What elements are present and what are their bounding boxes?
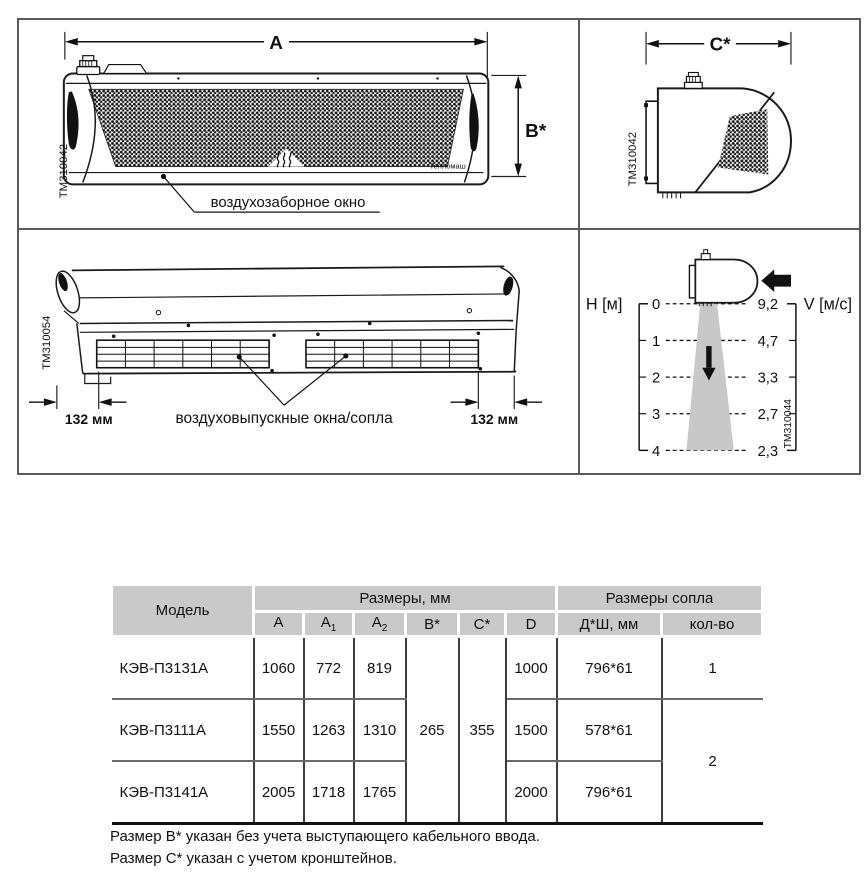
a2-cell: 1310 (354, 699, 406, 761)
brand-logo: Тепломаш (429, 161, 466, 171)
technical-drawings-grid (17, 18, 861, 475)
group-header-dimensions: Размеры, мм (254, 585, 557, 612)
nozzle-cell: 578*61 (557, 699, 662, 761)
col-header-qty: кол-во (662, 612, 763, 637)
drawing-code: TM310054 (40, 315, 53, 370)
a1-cell: 1263 (304, 699, 354, 761)
qty-cell: 1 (662, 637, 763, 700)
side-view-drawing (580, 20, 859, 228)
col-header-nozzle-size: Д*Ш, мм (557, 612, 662, 637)
front-view-drawing (19, 20, 578, 228)
intake-grille (89, 89, 464, 166)
outlet-grille-right (306, 340, 478, 368)
h-tick-0: 0 (651, 297, 661, 314)
offset-right-label: 132 мм (470, 410, 519, 427)
v-value-4: 2,3 (757, 443, 779, 460)
bottom-view-panel (19, 230, 580, 473)
dim-a-label: A (269, 32, 283, 54)
v-value-3: 2,7 (757, 407, 779, 424)
v-value-1: 4,7 (757, 333, 779, 350)
side-view-panel (580, 20, 859, 230)
footnote-c: Размер C* указан с учетом кронштейнов. (110, 849, 397, 867)
nozzle-cell: 796*61 (557, 761, 662, 824)
a-cell: 1060 (254, 637, 304, 700)
col-header-a1: $A_1$ (304, 612, 354, 637)
h-tick-2: 2 (651, 370, 661, 387)
a2-cell: 819 (354, 637, 406, 700)
left-end-cap (52, 268, 85, 315)
d-cell: 1500 (506, 699, 557, 761)
outlet-grille-left (97, 340, 269, 368)
col-header-a: A (254, 612, 304, 637)
col-header-b: B* (406, 612, 459, 637)
intake-window-callout: воздухозаборное окно (210, 195, 366, 212)
a2-cell: 1765 (354, 761, 406, 824)
bottom-view-drawing (19, 230, 578, 473)
model-cell: КЭВ-П3141А (112, 761, 254, 824)
col-header-c: C* (459, 612, 506, 637)
col-header-a2: $A_2$ (354, 612, 406, 637)
table-row (112, 637, 763, 700)
mounting-bracket (646, 101, 658, 183)
col-header-model: Модель (112, 585, 254, 637)
drawing-code: TM310042 (57, 143, 70, 199)
front-view-panel (19, 20, 580, 230)
cable-gland-icon (77, 56, 100, 75)
d-cell: 1000 (506, 637, 557, 700)
v-value-0: 9,2 (757, 297, 779, 314)
footnotes (110, 826, 540, 870)
a-cell: 1550 (254, 699, 304, 761)
h-tick-3: 3 (651, 407, 661, 424)
unit-icon (689, 250, 757, 307)
d-cell: 2000 (506, 761, 557, 824)
footnote-b: Размер B* указан без учета выступающего кабельного ввода. (110, 828, 540, 845)
a-cell: 2005 (254, 761, 304, 824)
intake-direction-arrow-icon (761, 269, 791, 292)
height-axis-label: H [м] (585, 295, 623, 314)
outlet-windows-callout: воздуховыпускные окна/сопла (175, 409, 393, 427)
qty-merged-cell: 2 (662, 699, 763, 824)
col-header-d: D (506, 612, 557, 637)
velocity-axis-label: V [м/с] (803, 295, 852, 314)
model-cell: КЭВ-П3131А (112, 637, 254, 700)
dim-b-label: B* (525, 119, 547, 141)
airflow-diagram-panel (580, 230, 859, 473)
offset-left-label: 132 мм (64, 410, 113, 427)
a1-cell: 772 (304, 637, 354, 700)
b-merged-cell: 265 (406, 637, 459, 824)
dimensions-table (110, 583, 764, 825)
drawing-code: TM310044 (782, 399, 794, 449)
dim-c-label: C* (709, 33, 731, 55)
nozzle-cell: 796*61 (557, 637, 662, 700)
drawing-code: TM310042 (627, 131, 640, 187)
airflow-diagram (580, 230, 859, 473)
h-tick-1: 1 (651, 333, 661, 350)
v-value-2: 3,3 (757, 370, 779, 387)
h-tick-4: 4 (651, 443, 661, 460)
cable-gland-icon (685, 72, 703, 88)
model-cell: КЭВ-П3111А (112, 699, 254, 761)
a1-cell: 1718 (304, 761, 354, 824)
group-header-nozzle: Размеры сопла (557, 585, 763, 612)
c-merged-cell: 355 (459, 637, 506, 824)
